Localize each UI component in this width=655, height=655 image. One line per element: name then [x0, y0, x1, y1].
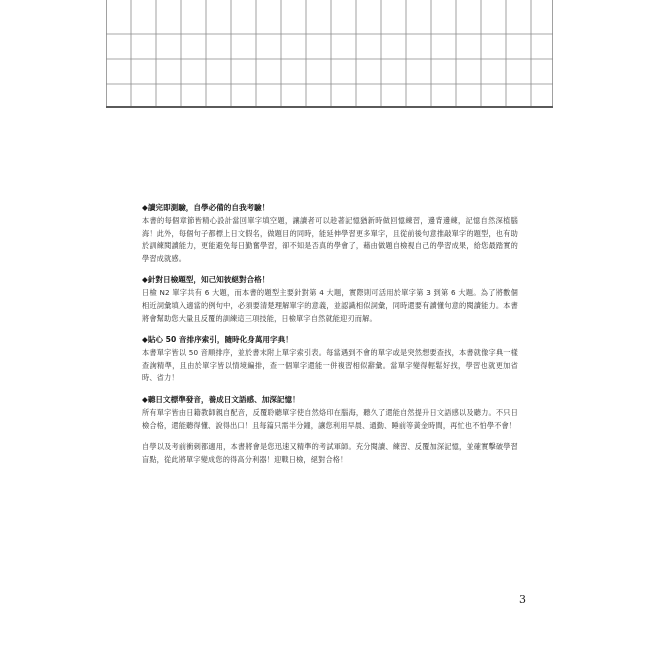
section-body: 所有單字皆由日籍教師親自配音，反覆聆聽單字使自然烙印在腦海，聽久了還能自然提升日文語感以及聽力。不只日檢合格，還能聽得懂、說得出口！且每篇只需半分鐘，讓您利用早晨、通勤、睡前等黃金時間，再忙也不怕學不會！ — [142, 407, 518, 430]
writing-grid — [106, 0, 553, 110]
preface-content — [142, 202, 518, 466]
feature-section — [142, 394, 518, 432]
feature-section — [142, 202, 518, 265]
section-body: 本書單字皆以 50 音順排序，並於書末附上單字索引表。每當遇到不會的單字或是突然想要查找，本書就像字典一樣查詢精準，且由於單字皆以情境編排，查一個單字還能一併複習相似辭彙。當單字變得輕鬆好找，學習也就更加省時、省力！ — [142, 348, 518, 383]
page-number: 3 — [519, 593, 526, 606]
feature-section — [142, 274, 518, 325]
section-heading: ◆針對日檢題型，知己知彼絕對合格！ — [142, 275, 270, 285]
section-heading: ◆讀完即測驗，自學必備的自我考驗！ — [142, 203, 270, 212]
section-heading: ◆聽日文標準發音，養成日文語感、加深記憶！ — [142, 394, 300, 404]
closing-paragraph: 自學以及考前衝刺都適用，本書將會是您迅速又精準的考試軍師。充分閱讀、練習、反覆加深記憶，並確實擊破學習盲點，從此將單字變成您的得高分利器！迎戰日檢，絕對合格！ — [142, 442, 518, 464]
section-heading: ◆貼心 50 音排序索引，隨時化身萬用字典！ — [142, 335, 293, 345]
section-body: 日檢 N2 單字共有 6 大題，而本書的題型主要針對第 4 大題，實際則可活用於單字第 3 到第 6 大題。為了將數個相近詞彙填入適當的例句中，必須要清楚理解單字的意義，並認識相似詞彙，同時還要有讀懂句意的閱讀能力。本書將會幫助您大量且反覆的訓練這三項技能，日檢單字自然就能迎刃而解。 — [142, 288, 518, 323]
feature-section — [142, 334, 518, 385]
section-body: 本書的每個章節皆精心設計當回單字填空題，讓讀者可以趁著記憶猶新時做回憶練習，邊背邊練，記憶自然深植腦海！此外，每個句子都標上日文假名，做題目的同時，能延伸學習更多單字，且從前後句意推敲單字的題型，也有助於訓練閱讀能力，更能避免每日勤奮學習，卻不知是否真的學會了，藉由做題自檢視自己的學習成果，給您最踏實的學習成就感。 — [142, 216, 518, 263]
